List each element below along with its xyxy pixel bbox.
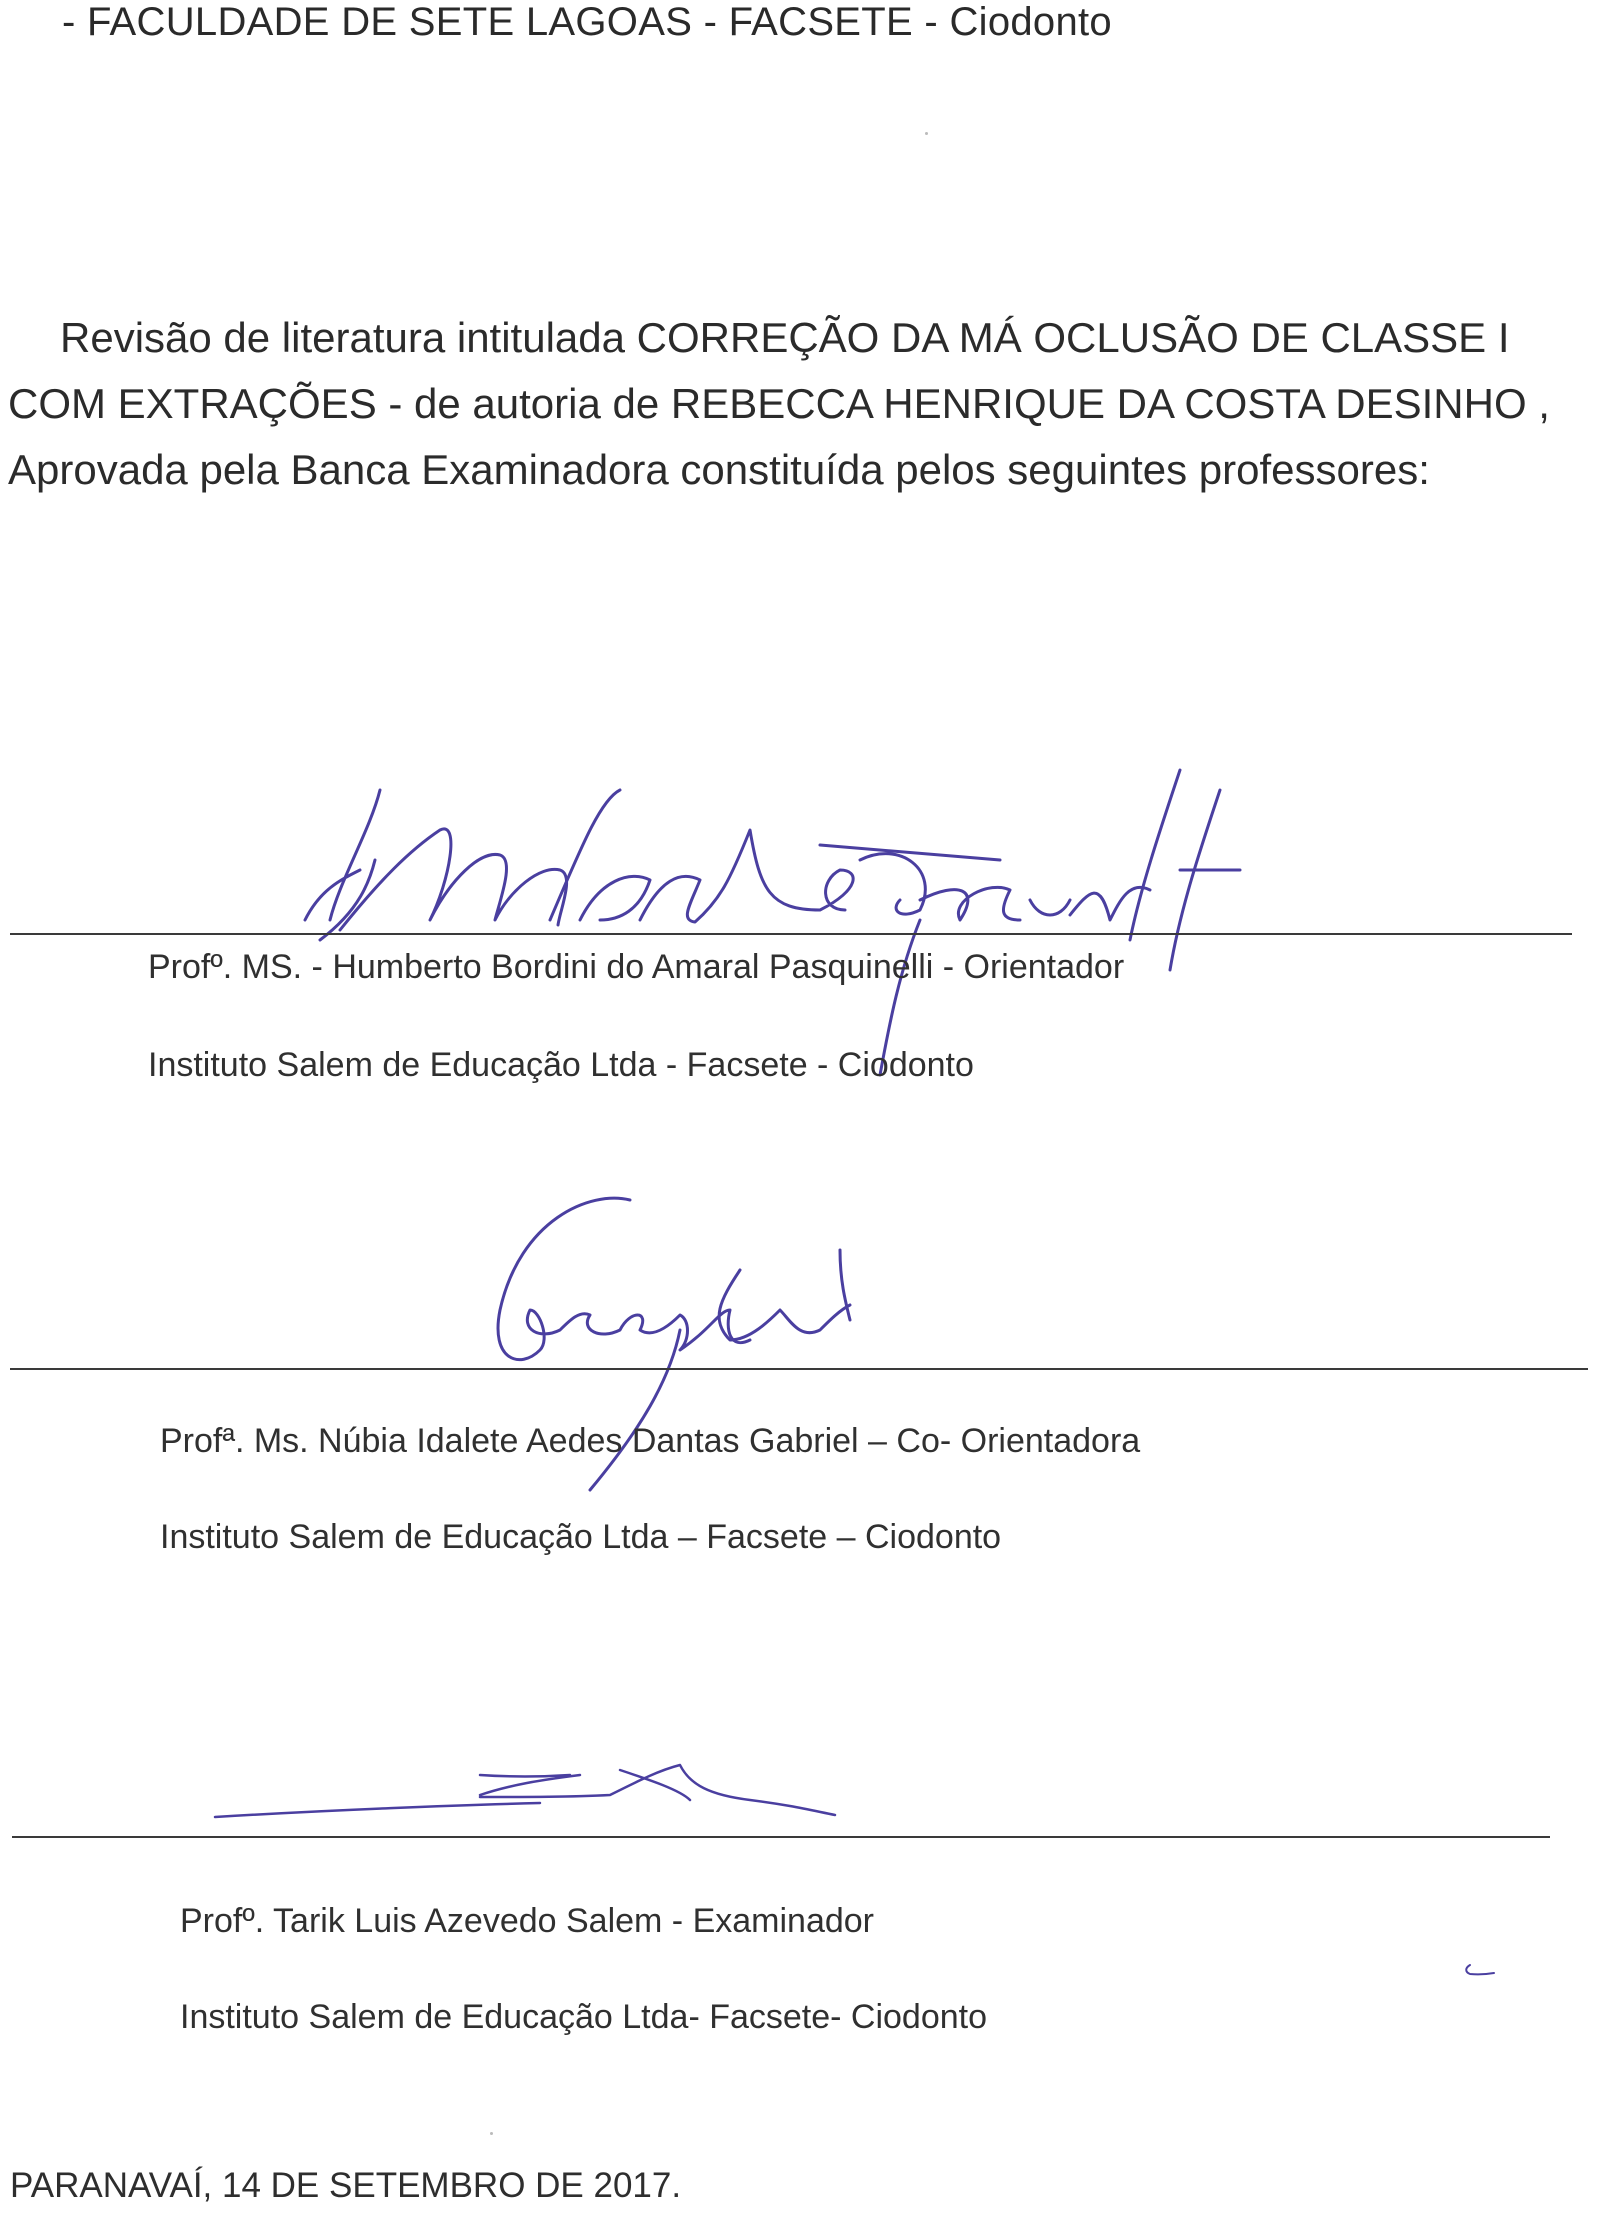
- signature-humberto-pasquinelli: [300, 770, 1200, 1080]
- signature-line-1: [10, 933, 1572, 935]
- examiner-3-name: Profº. Tarik Luis Azevedo Salem - Examinador: [180, 1902, 874, 1940]
- institution-header: - FACULDADE DE SETE LAGOAS - FACSETE - Ciodonto: [62, 0, 1112, 44]
- approval-text: Revisão de literatura intitulada CORREÇÃO DA MÁ OCLUSÃO DE CLASSE I COM EXTRAÇÕES - de autoria de REBECCA HENRIQUE DA COSTA DESINHO , Aprovada pela Banca Examinadora constituída pelos seguintes professores:: [8, 314, 1550, 493]
- signature-line-3: [12, 1836, 1550, 1838]
- signature-tarik-salem: [210, 1755, 850, 1845]
- date-line: PARANAVAÍ, 14 DE SETEMBRO DE 2017.: [10, 2166, 682, 2205]
- scan-speck: [490, 2132, 493, 2135]
- examiner-2-institution: Instituto Salem de Educação Ltda – Facsete – Ciodonto: [160, 1518, 1002, 1556]
- scan-speck: [925, 132, 928, 135]
- signature-line-2: [10, 1368, 1588, 1370]
- examiner-1-institution: Instituto Salem de Educação Ltda - Facsete - Ciodonto: [148, 1046, 974, 1084]
- examiner-2-name: Profª. Ms. Núbia Idalete Aedes Dantas Gabriel – Co- Orientadora: [160, 1422, 1141, 1460]
- examiner-3-institution: Instituto Salem de Educação Ltda- Facsete- Ciodonto: [180, 1998, 988, 2036]
- pen-mark: [1460, 1960, 1500, 1980]
- examiner-1-name: Profº. MS. - Humberto Bordini do Amaral Pasquinelli - Orientador: [148, 948, 1125, 986]
- approval-paragraph: [8, 305, 1588, 503]
